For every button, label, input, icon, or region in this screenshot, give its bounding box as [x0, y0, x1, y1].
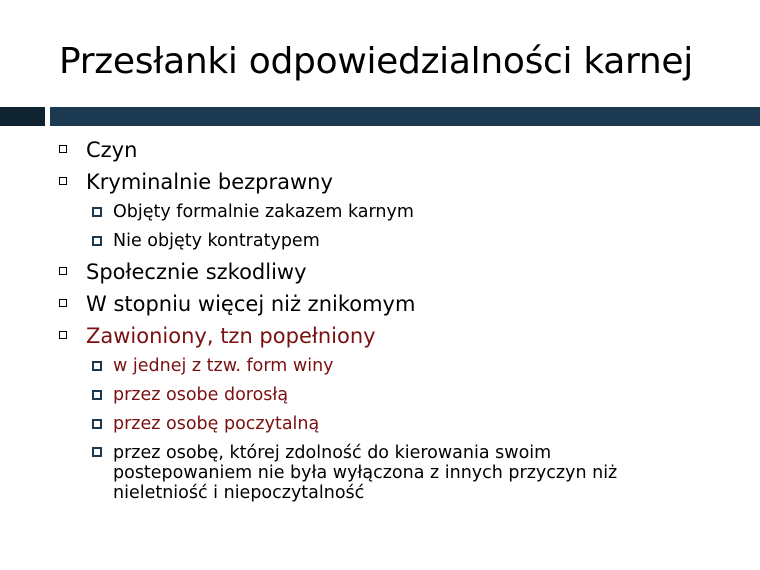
filled-square-bullet-icon [92, 207, 102, 217]
sub-list-item-emphasis [92, 381, 739, 410]
sub-list-item-text: przez osobe dorosłą [113, 385, 289, 405]
title-accent-bar [50, 107, 760, 126]
sub-list-item-emphasis [92, 410, 739, 439]
list-item-text: Zawioniony, tzn popełniony [86, 324, 376, 348]
filled-square-bullet-icon [92, 361, 102, 371]
sub-list-item-text: Objęty formalnie zakazem karnym [113, 202, 414, 222]
sub-list-item [92, 227, 739, 256]
sub-list-item-text: w jednej z tzw. form winy [113, 356, 334, 376]
sub-list-item-text: Nie objęty kontratypem [113, 231, 320, 251]
sub-list-item [92, 198, 739, 227]
sub-list-item-emphasis [92, 352, 739, 381]
list-item-text: W stopniu więcej niż znikomym [86, 292, 416, 316]
sub-list-item-text: przez osobę poczytalną [113, 414, 320, 434]
filled-square-bullet-icon [92, 447, 102, 457]
list-item [59, 166, 739, 198]
list-item-text: Społecznie szkodliwy [86, 260, 307, 284]
square-bullet-icon [59, 145, 67, 153]
square-bullet-icon [59, 177, 67, 185]
title-accent-bar-left [0, 107, 45, 126]
filled-square-bullet-icon [92, 390, 102, 400]
bullet-list [59, 134, 739, 503]
list-item [59, 256, 739, 288]
filled-square-bullet-icon [92, 236, 102, 246]
list-item-text: Kryminalnie bezprawny [86, 170, 333, 194]
list-item-text: Czyn [86, 138, 138, 162]
square-bullet-icon [59, 331, 67, 339]
list-item-emphasis [59, 320, 739, 352]
square-bullet-icon [59, 299, 67, 307]
list-item [59, 288, 739, 320]
sub-list-item-text: przez osobę, której zdolność do kierowania swoim postepowaniem nie była wyłączona z innych przyczyn niż nieletniość i niepoczytalność [113, 443, 618, 503]
filled-square-bullet-icon [92, 419, 102, 429]
slide-title: Przesłanki odpowiedzialności karnej [59, 41, 693, 82]
square-bullet-icon [59, 267, 67, 275]
sub-list-item [92, 439, 673, 503]
list-item [59, 134, 739, 166]
